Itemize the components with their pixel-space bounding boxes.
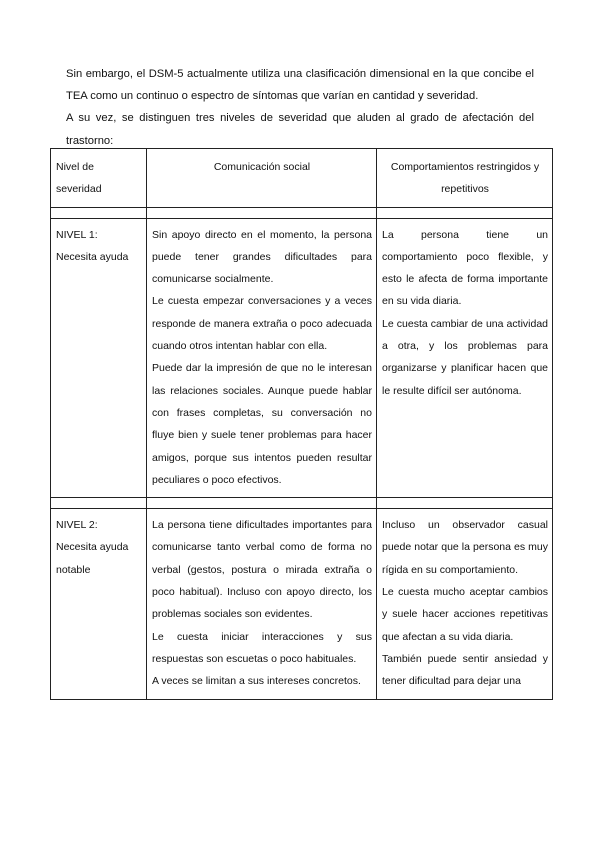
spacer-cell xyxy=(51,498,147,509)
social-cell xyxy=(147,218,377,498)
social-paragraph: A veces se limitan a sus intereses concretos. xyxy=(152,675,361,688)
level-label: NIVEL 2: xyxy=(56,519,98,532)
level-cell xyxy=(51,218,147,498)
social-paragraph: Puede dar la impresión de que no le interesan las relaciones sociales. Aunque puede hablar con frases completas, su conversación no fluye bien y suele tener problemas para hacer amigos, porque sus intentos pueden resultar peculiares o poco efectivos. xyxy=(152,362,372,486)
spacer-cell xyxy=(147,498,377,509)
social-paragraph: Sin apoyo directo en el momento, la persona puede tener grandes dificultades para comunicarse socialmente. xyxy=(152,228,372,286)
behavior-paragraph: Le cuesta mucho aceptar cambios y suele hacer acciones repetitivas que afectan a su vida diaria. xyxy=(382,586,548,643)
level-cell xyxy=(51,509,147,699)
spacer-cell xyxy=(51,207,147,218)
header-behavior-text: Comportamientos restringidos y repetitivos xyxy=(390,161,540,196)
level-label: NIVEL 1: xyxy=(56,228,98,241)
intro-text xyxy=(66,63,534,152)
behavior-cell xyxy=(377,218,553,498)
severity-table xyxy=(50,148,553,700)
table-row xyxy=(51,218,553,498)
table-spacer-row xyxy=(51,498,553,509)
header-cell-level xyxy=(51,149,147,208)
social-cell xyxy=(147,509,377,699)
spacer-cell xyxy=(377,207,553,218)
header-cell-social xyxy=(147,149,377,208)
social-paragraph: Le cuesta empezar conversaciones y a veces responde de manera extraña o poco adecuada cuando otros intentan hablar con ella. xyxy=(152,295,372,353)
header-level-text: Nivel de severidad xyxy=(56,161,102,196)
level-description: Necesita ayuda notable xyxy=(56,541,129,576)
table-header-row xyxy=(51,149,553,208)
behavior-paragraph: Le cuesta cambiar de una actividad a otra, y los problemas para organizarse y planificar hacen que le resulte difícil ser autónoma. xyxy=(382,317,548,397)
social-paragraph: La persona tiene dificultades importantes para comunicarse tanto verbal como de forma no verbal (gestos, postura o mirada extraña o poco habitual). Incluso con apoyo directo, los problemas sociales son evidentes. xyxy=(152,519,372,621)
table-row xyxy=(51,509,553,699)
spacer-cell xyxy=(377,498,553,509)
behavior-paragraph: Incluso un observador casual puede notar que la persona es muy rígida en su comportamiento. xyxy=(382,519,548,576)
level-description: Necesita ayuda xyxy=(56,250,129,263)
table-spacer-row xyxy=(51,207,553,218)
behavior-paragraph: También puede sentir ansiedad y tener dificultad para dejar una xyxy=(382,652,548,688)
social-paragraph: Le cuesta iniciar interacciones y sus respuestas son escuetas o poco habituales. xyxy=(152,630,372,665)
intro-paragraph-1: Sin embargo, el DSM-5 actualmente utiliza una clasificación dimensional en la que concibe el TEA como un continuo o espectro de síntomas que varían en cantidad y severidad. xyxy=(66,68,534,103)
behavior-paragraph: La persona tiene un comportamiento poco flexible, y esto le afecta de forma importante en su vida diaria. xyxy=(382,228,548,308)
intro-paragraph-2: A su vez, se distinguen tres niveles de severidad que aluden al grado de afectación del trastorno: xyxy=(66,112,534,147)
header-cell-behavior xyxy=(377,149,553,208)
spacer-cell xyxy=(147,207,377,218)
behavior-cell xyxy=(377,509,553,699)
header-social-text: Comunicación social xyxy=(213,161,311,173)
